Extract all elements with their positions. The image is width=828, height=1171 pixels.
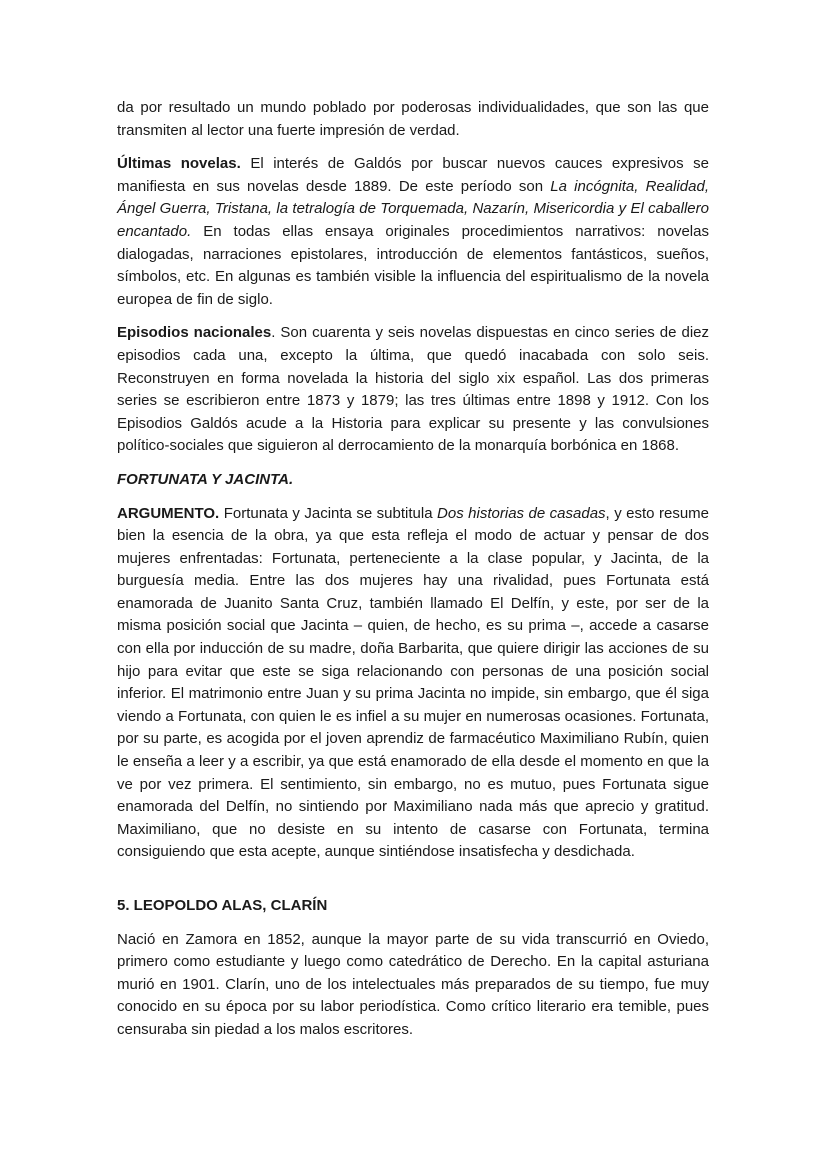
episodios-heading: Episodios nacionales	[117, 324, 272, 342]
ultimas-novelas-heading: Últimas novelas.	[117, 155, 241, 173]
clarin-paragraph: Nació en Zamora en 1852, aunque la mayor parte de su vida transcurrió en Oviedo, primero como estudiante y luego como catedrático de Derecho. En la capital asturiana murió en 1901. Clarín, uno de los intelectuales más preparados de su tiempo, fue muy conocido en su época por su labor periodística. Como crítico literario era temible, pues censuraba sin piedad a los malos escritores.	[117, 930, 709, 1038]
argumento-subtitle: Dos historias de casadas	[437, 504, 606, 522]
ultimas-novelas-text-b: En todas ellas ensaya originales procedimientos narrativos: novelas dialogadas, narraciones epistolares, introducción de elementos fantásticos, sueños, símbolos, etc. En algunas es también visible la influencia del espiritualismo de la novela europea de fin de siglo.	[117, 222, 709, 308]
clarin-section-heading: 5. LEOPOLDO ALAS, CLARÍN	[117, 897, 328, 914]
episodios-text: . Son cuarenta y seis novelas dispuestas en cinco series de diez episodios cada una, excepto la última, que quedó inacabada con solo seis. Reconstruyen en forma novelada la historia del siglo xix español. Las dos primeras series se escribieron entre 1873 y 1879; las tres últimas entre 1898 y 1912. Con los Episodios Galdós acude a la Historia para explicar su presente y las convulsiones político-sociales que siguieron al derrocamiento de la monarquía borbónica en 1868.	[117, 324, 709, 455]
ultimas-novelas-titles: La incógnita, Realidad, Ángel Guerra, Tristana, la tetralogía de Torquemada, Nazarín, Misericordia y El caballero encantado.	[117, 177, 709, 240]
argumento-text-b: , y esto resume bien la esencia de la obra, ya que esta refleja el modo de actuar y pensar de dos mujeres enfrentadas: Fortunata, perteneciente a la clase popular, y Jacinta, de la burguesía media. Entre las dos mujeres hay una rivalidad, pues Fortunata está enamorada de Juanito Santa Cruz, también llamado El Delfín, y este, por ser de la misma posición social que Jacinta – quien, de hecho, es su prima –, accede a casarse con ella por inducción de su madre, doña Barbarita, que quiere dirigir las acciones de su hijo para evitar que este se siga relacionando con personas de una posición social inferior. El matrimonio entre Juan y su prima Jacinta no impide, sin embargo, que él siga viendo a Fortunata, con quien le es infiel a su mujer en numerosas ocasiones. Fortunata, por su parte, es acogida por el joven aprendiz de farmacéutico Maximiliano Rubín, quien le enseña a leer y a escribir, ya que está enamorado de ella desde el momento en que la ve por vez primera. El sentimiento, sin embargo, no es mutuo, pues Fortunata sigue enamorada del Delfín, no sintiendo por Maximiliano nada más que aprecio y gratitud. Maximiliano, que no desiste en su intento de casarse con Fortunata, termina consiguiendo que esta acepte, aunque sintiéndose insatisfecha y desdichada.	[117, 504, 710, 861]
episodios-paragraph	[117, 322, 709, 458]
fortunata-heading: FORTUNATA Y JACINTA.	[117, 470, 294, 488]
ultimas-novelas-text-a: El interés de Galdós por buscar nuevos cauces expresivos se manifiesta en sus novelas desde 1889. De este período son	[117, 155, 709, 195]
argumento-text-a: Fortunata y Jacinta se subtitula	[219, 504, 438, 522]
argumento-paragraph	[117, 503, 709, 865]
argumento-heading: ARGUMENTO.	[117, 504, 220, 522]
ultimas-novelas-paragraph	[117, 153, 709, 311]
intro-paragraph: da por resultado un mundo poblado por poderosas individualidades, que son las que transmiten al lector una fuerte impresión de verdad.	[117, 99, 709, 139]
document-page	[117, 97, 709, 1053]
